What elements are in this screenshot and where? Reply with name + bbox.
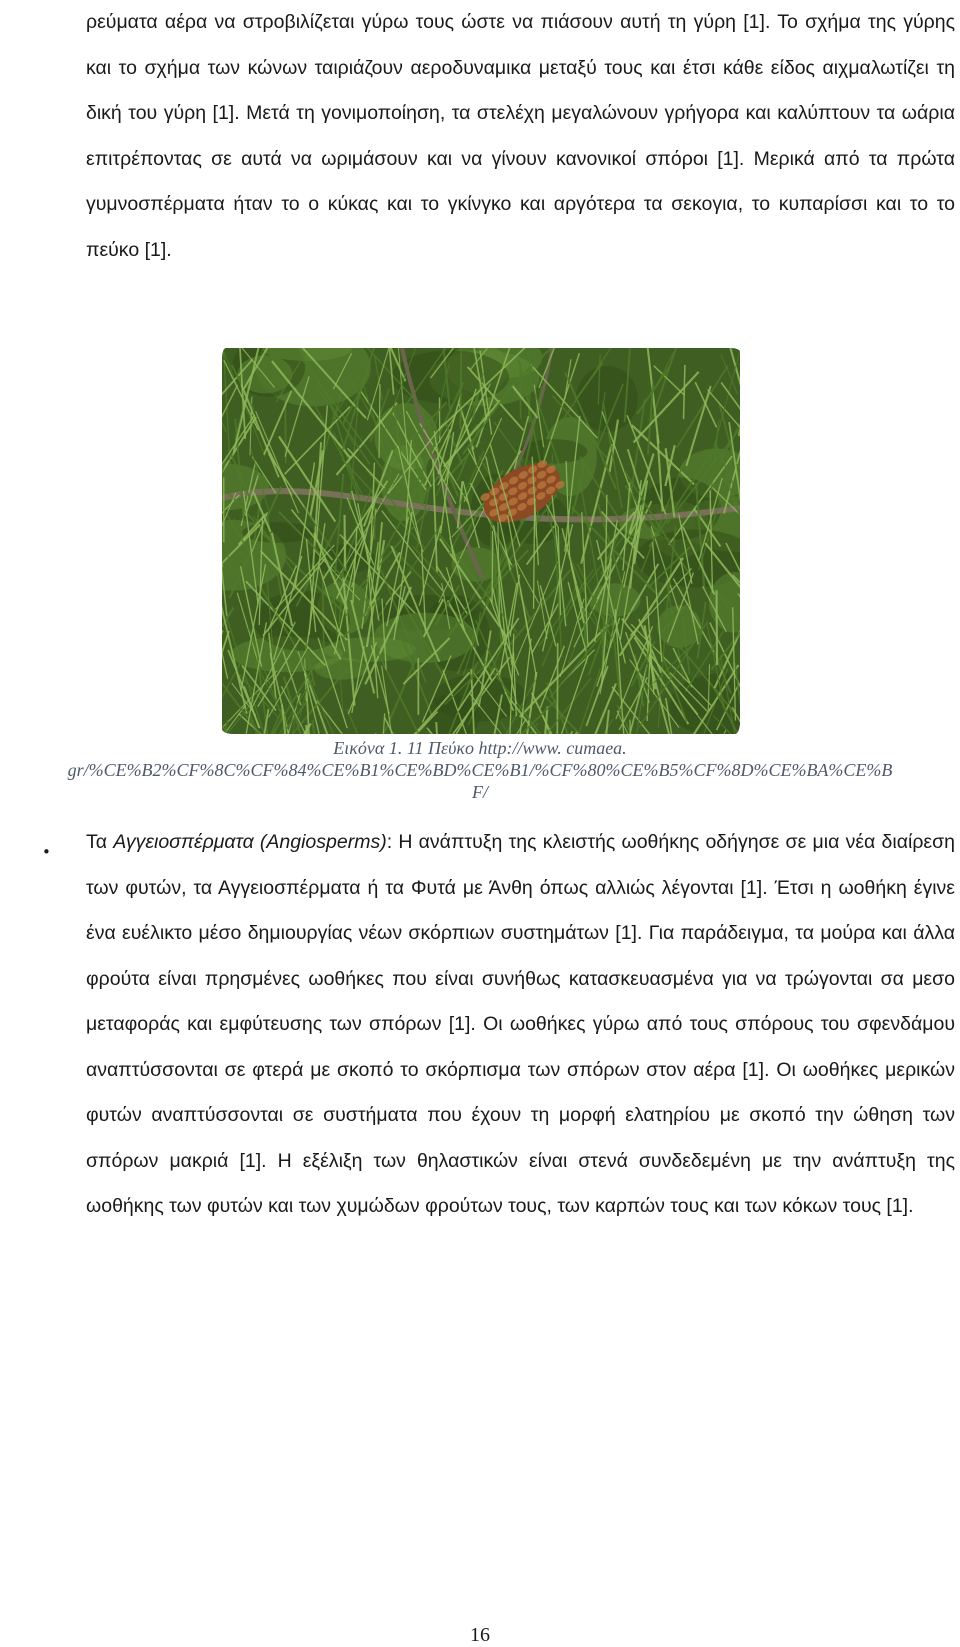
figure-caption-line-2: gr/%CE%B2%CF%8C%CF%84%CE%B1%CE%BD%CE%B1/%CF%80%CE%B5%CF%8D%CE%BA%CE%B	[67, 760, 893, 780]
paragraph-lead: Τα	[86, 831, 114, 853]
pine-photo	[222, 348, 740, 734]
body-paragraph-2	[86, 820, 955, 1230]
angiosperms-term: Αγγειοσπέρματα (Angiosperms)	[113, 831, 387, 853]
paragraph-rest: : Η ανάπτυξη της κλειστής ωοθήκης οδήγησε σε μια νέα διαίρεση των φυτών, τα Αγγειοσπέρματα ή τα Φυτά με Άνθη όπως αλλιώς λέγονται [1]. Έτσι η ωοθήκη έγινε ένα ευέλικτο μέσο δημιουργίας νέων σκόρπιων συστημάτων [1]. Για παράδειγμα, τα μούρα και άλλα φρούτα είναι πρησμένες ωοθήκες που είναι συνήθως κατασκευασμένα για να τρώγονται σα μεσο μεταφοράς και εμφύτευσης των σπόρων [1]. Οι ωοθήκες γύρω από τους σπόρους του σφενδάμου αναπτύσσονται σε φτερά με σκοπό το σκόρπισμα των σπόρων στον αέρα [1]. Οι ωοθήκες μερικών φυτών αναπτύσσονται σε συστήματα που έχουν τη μορφή ελατηρίου με σκοπό την ώθηση των σπόρων μακριά [1]. Η εξέλιξη των θηλαστικών είναι στενά συνδεδεμένη με την ανάπτυξη της ωοθήκης των φυτών και των χυμώδων φρούτων τους, των καρπών τους και των κόκων τους [1].	[86, 831, 955, 1217]
body-paragraph-1: ρεύματα αέρα να στροβιλίζεται γύρω τους ώστε να πιάσουν αυτή τη γύρη [1]. Το σχήμα της γύρης και το σχήμα των κώνων ταιριάζουν αεροδυναμικα μεταξύ τους και έτσι κάθε είδος αιχμαλωτίζει τη δική του γύρη [1]. Μετά τη γονιμοποίηση, τα στελέχη μεγαλώνουν γρήγορα και καλύπτουν τα ωάρια επιτρέποντας σε αυτά να ωριμάσουν και να γίνουν κανονικοί σπόροι [1]. Μερικά από τα πρώτα γυμνοσπέρματα ήταν το ο κύκας και το γκίνγκο και αργότερα τα σεκογια, το κυπαρίσσι και το το πεύκο [1].	[86, 11, 955, 261]
bullet-icon: •	[42, 843, 51, 861]
pine-branch-image	[222, 348, 740, 734]
figure-caption-line-1: Εικόνα 1. 11 Πεύκο http://www. cumaea.	[333, 738, 627, 758]
page-number: 16	[470, 1624, 490, 1646]
figure-caption-line-3: F/	[472, 782, 488, 802]
